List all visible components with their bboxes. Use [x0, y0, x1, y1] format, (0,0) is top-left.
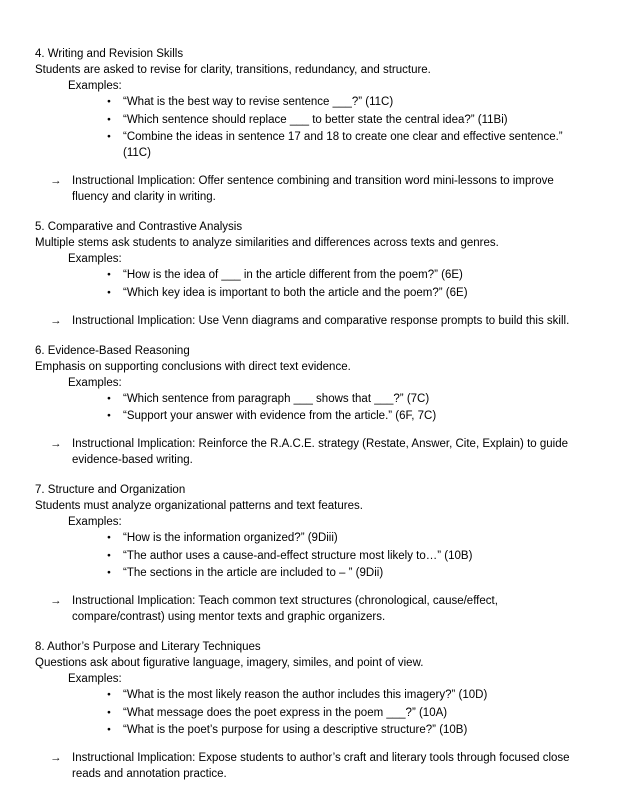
bullet-icon: ● — [107, 726, 111, 733]
example-list — [35, 687, 589, 738]
example-item — [107, 267, 589, 283]
example-item — [107, 408, 589, 424]
arrow-icon: → — [50, 595, 62, 607]
section-structure-organization — [35, 482, 589, 625]
bullet-icon: ● — [107, 708, 111, 716]
bullet-icon: ● — [107, 551, 111, 559]
bullet-icon: ● — [107, 115, 111, 123]
arrow-icon: → — [50, 438, 62, 450]
arrow-icon: → — [50, 175, 62, 187]
example-list — [35, 94, 589, 161]
implication — [50, 750, 589, 782]
example-text: “Combine the ideas in sentence 17 and 18 to create one clear and effective sentence.” (11C) — [123, 131, 563, 159]
example-item — [107, 687, 589, 703]
example-list — [35, 267, 589, 301]
example-list — [35, 530, 589, 581]
bullet-icon: ● — [107, 133, 111, 140]
example-item — [107, 285, 589, 301]
section-description: Students must analyze organizational patterns and text features. — [35, 500, 363, 512]
example-text: “Which sentence should replace ___ to better state the central idea?” (11Bi) — [123, 113, 508, 126]
examples-label: Examples: — [68, 516, 122, 528]
example-item — [107, 129, 589, 161]
example-item — [107, 565, 589, 581]
example-list — [35, 391, 589, 425]
implication-text: Instructional Implication: Offer sentence combining and transition word mini-lessons to improve fluency and clarity in writing. — [72, 175, 554, 203]
example-text: “Which sentence from paragraph ___ shows that ___?” (7C) — [123, 392, 430, 405]
example-text: “What is the poet’s purpose for using a descriptive structure?” (10B) — [123, 724, 468, 736]
bullet-icon: ● — [107, 412, 111, 419]
section-authors-purpose — [35, 639, 589, 782]
section-title: 4. Writing and Revision Skills — [35, 48, 184, 60]
bullet-icon: ● — [107, 691, 111, 698]
example-item — [107, 112, 589, 128]
example-item — [107, 391, 589, 407]
examples-label: Examples: — [68, 80, 122, 92]
example-text: “Support your answer with evidence from the article.” (6F, 7C) — [123, 410, 437, 422]
implication-text: Instructional Implication: Reinforce the R.A.C.E. strategy (Restate, Answer, Cite, Explain) to guide evidence-based writing. — [72, 438, 569, 466]
section-evidence-reasoning — [35, 343, 589, 469]
examples-label: Examples: — [68, 376, 122, 389]
section-writing-revision — [35, 46, 589, 205]
bullet-icon: ● — [107, 569, 111, 576]
section-description: Questions ask about figurative language, imagery, similes, and point of view. — [35, 657, 424, 669]
bullet-icon: ● — [107, 394, 111, 402]
example-text: “What is the most likely reason the author includes this imagery?” (10D) — [123, 689, 488, 701]
arrow-icon: → — [50, 314, 62, 327]
implication-text: Instructional Implication: Expose students to author’s craft and literary tools through focused close reads and annotation practice. — [72, 752, 570, 780]
example-text: “How is the idea of ___ in the article different from the poem?” (6E) — [123, 269, 463, 281]
example-text: “Which key idea is important to both the article and the poem?” (6E) — [123, 286, 468, 299]
example-item — [107, 705, 589, 721]
example-text: “The sections in the article are included to – ” (9Dii) — [123, 567, 384, 579]
bullet-icon: ● — [107, 98, 111, 105]
example-item — [107, 548, 589, 564]
section-comparative-analysis — [35, 219, 589, 329]
implication — [50, 436, 589, 468]
section-title: 8. Author’s Purpose and Literary Techniques — [35, 641, 261, 653]
example-item — [107, 94, 589, 110]
implication-text: Instructional Implication: Teach common text structures (chronological, cause/effect, compare/contrast) using mentor texts and graphic organizers. — [72, 595, 498, 623]
example-text: “The author uses a cause-and-effect structure most likely to…” (10B) — [123, 549, 473, 562]
example-text: “How is the information organized?” (9Diii) — [123, 532, 338, 544]
section-title: 5. Comparative and Contrastive Analysis — [35, 221, 243, 233]
example-text: “What is the best way to revise sentence ___?” (11C) — [123, 96, 394, 108]
section-description: Emphasis on supporting conclusions with direct text evidence. — [35, 360, 351, 373]
section-description: Multiple stems ask students to analyze similarities and differences across texts and genres. — [35, 237, 499, 249]
example-item — [107, 530, 589, 546]
implication — [50, 173, 589, 205]
example-text: “What message does the poet express in the poem ___?” (10A) — [123, 706, 448, 719]
examples-label: Examples: — [68, 673, 122, 685]
implication — [50, 593, 589, 625]
example-item — [107, 722, 589, 738]
examples-label: Examples: — [68, 253, 122, 265]
section-title: 6. Evidence-Based Reasoning — [35, 344, 190, 357]
section-description: Students are asked to revise for clarity, transitions, redundancy, and structure. — [35, 64, 431, 76]
arrow-icon: → — [50, 752, 62, 764]
bullet-icon: ● — [107, 271, 111, 278]
implication-text: Instructional Implication: Use Venn diagrams and comparative response prompts to build this skill. — [72, 314, 570, 327]
bullet-icon: ● — [107, 534, 111, 541]
bullet-icon: ● — [107, 288, 111, 296]
implication — [50, 313, 589, 329]
section-title: 7. Structure and Organization — [35, 484, 186, 496]
